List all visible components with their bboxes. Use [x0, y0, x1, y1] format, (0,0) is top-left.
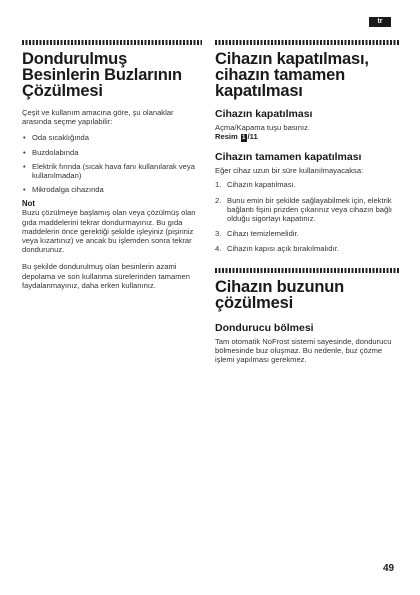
list-item	[215, 244, 400, 253]
section-divider	[215, 40, 400, 45]
full-shutdown-subtitle: Cihazın tamamen kapatılması	[215, 151, 362, 164]
list-item	[215, 196, 400, 224]
left-column	[22, 40, 202, 290]
section-divider	[22, 40, 202, 45]
language-tag: tr	[369, 17, 391, 27]
step-number: 1.	[215, 180, 222, 190]
shutdown-steps-list	[215, 180, 400, 253]
page-number: 49	[383, 563, 395, 574]
defrost-intro: Çeşit ve kullanım amacına göre, şu olanaklar arasında seçme yapılabilir:	[22, 108, 174, 127]
figure-ref-prefix: Resim	[215, 132, 238, 142]
step-number: 2.	[215, 195, 222, 205]
list-item: • Elektrik fırında (sıcak hava fanı kullanılarak veya kullanılmadan)	[22, 162, 202, 180]
note-text: Buzu çözülmeye başlamış olan veya çözülmüş olan gıda maddelerini tekrar dondurmayınız. Bu gıda maddelerin önce gerektiği şekilde işleyiniz (pişiriniz veya kızartınız) ve ancak bu işlemden sonra tekrar dondurunuz.	[22, 208, 196, 255]
right-column	[215, 40, 400, 364]
list-item	[215, 229, 400, 238]
defrost-options-list	[22, 133, 202, 194]
list-item	[215, 180, 400, 189]
defrosting-appliance-title: Cihazın buzunun çözülmesi	[215, 277, 344, 312]
freezer-compartment-subtitle: Dondurucu bölmesi	[215, 321, 314, 334]
step-text: Cihazın kapatılması.	[227, 180, 296, 190]
figure-reference	[215, 132, 400, 142]
step-number: 3.	[215, 229, 222, 239]
step-text: Cihazın kapısı açık bırakılmalıdır.	[227, 244, 339, 254]
step-text: Bunu emin bir şekilde sağlayabilmek için, elektrik bağlantı fişini prizden çıkarınız veya cihazın bağlı olduğu sigortayı kapatınız.	[227, 195, 393, 224]
step-number: 4.	[215, 244, 222, 254]
storage-advice: Bu şekilde dondurulmuş olan besinlerin azami depolama ve son kullanma sürelerinden tamamen faydalanmayınız, daha erken kullanınız.	[22, 262, 191, 290]
switch-off-title: Cihazın kapatılması, cihazın tamamen kapatılması	[215, 50, 369, 100]
list-item: • Buzdolabında	[22, 148, 202, 157]
list-item: • Oda sıcaklığında	[22, 133, 202, 142]
figure-number-box: 1	[241, 134, 246, 142]
step-text: Cihazı temizlemelidir.	[227, 229, 299, 239]
full-shutdown-intro: Eğer cihaz uzun bir süre kullanılmayacaksa:	[215, 166, 364, 176]
section-divider	[215, 268, 400, 273]
switch-off-subtitle: Cihazın kapatılması	[215, 108, 313, 120]
defrosting-food-title: Dondurulmuş Besinlerin Buzlarının Çözülmesi	[22, 50, 182, 100]
nofrost-text: Tam otomatik NoFrost sistemi sayesinde, dondurucu bölmesinde buz oluşmaz. Bu nedenle, buz çözme işlemi yapılması gerekmez.	[215, 336, 392, 365]
list-item: • Mikrodalga cihazında	[22, 185, 202, 194]
note-label: Not	[22, 199, 35, 209]
figure-ref-suffix: /11	[247, 132, 258, 142]
switch-off-text: Açma/Kapama tuşu basınız.	[215, 123, 310, 132]
